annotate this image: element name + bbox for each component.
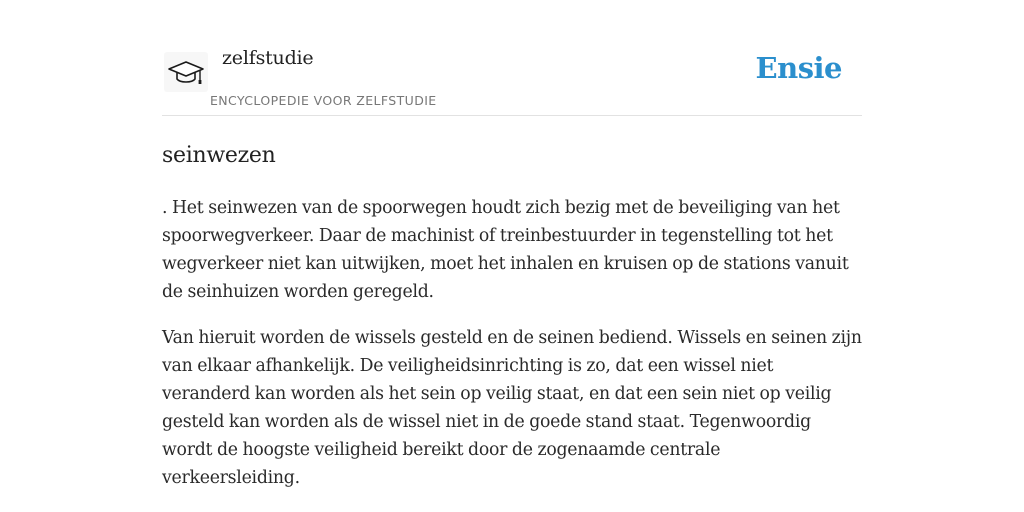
page [162,0,862,492]
site-tagline: ENCYCLOPEDIE VOOR ZELFSTUDIE [210,93,437,108]
graduation-cap-icon[interactable] [164,52,208,92]
page-title: seinwezen [162,143,276,168]
site-name[interactable]: zelfstudie [222,47,314,69]
article-paragraph: . Het seinwezen van de spoorwegen houdt zich bezig met de beveiliging van het spoorwegverkeer. Daar de machinist of treinbestuurder in tegenstelling tot het wegverkeer niet kan uitwijken, moet het inhalen en kruisen op de stations vanuit de seinhuizen worden geregeld. [162,198,849,302]
brand-logo[interactable]: Ensie [755,51,842,85]
site-header [162,0,862,116]
article-paragraph: Van hieruit worden de wissels gesteld en de seinen bediend. Wissels en seinen zijn van elkaar afhankelijk. De veiligheidsinrichting is zo, dat een wissel niet veranderd kan worden als het sein op veilig staat, en dat een sein niet op veilig gesteld kan worden als de wissel niet in de goede stand staat. Tegenwoordig wordt de hoogste veiligheid bereikt door de zogenaamde centrale verkeersleiding. [162,328,862,488]
